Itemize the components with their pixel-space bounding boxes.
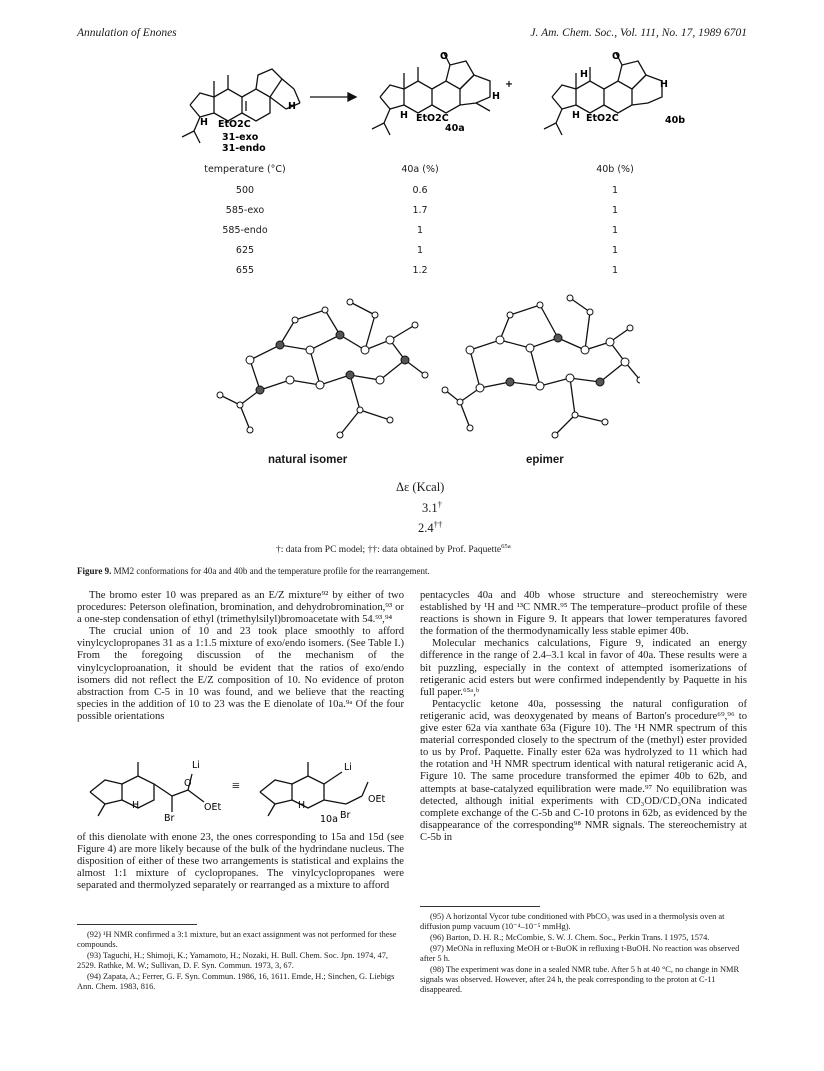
ketone-o-label: O (440, 51, 449, 62)
o-label: O (184, 778, 192, 789)
paragraph: pentacycles 40a and 40b whose structure and stereochemistry were established by ¹H and ¹³C NMR.⁹⁵ The temperature–product profile of these reactions is shown in Figure 9. It appears that lower temperatures favored the formation of the thermodynamically less stable epimer 40b. (420, 590, 747, 638)
epimer-model (442, 295, 640, 438)
footnote: (94) Zapata, A.; Ferrer, G. F. Syn. Commun. 1986, 16, 1611. Emde, H.; Sinchen, G. Liebigs Ann. Chem. 1983, 816. (77, 972, 395, 991)
footnote-rule (420, 906, 540, 907)
label-40a: 40a (445, 123, 465, 134)
figure-caption: Figure 9. MM2 conformations for 40a and 40b and the temperature profile for the rearrangement. (77, 566, 430, 576)
header-temperature: temperature (°C) (204, 164, 286, 175)
label-10a: 10a (320, 814, 338, 822)
h-label: H (660, 79, 668, 90)
energy-label: Δε (Kcal) (396, 480, 445, 494)
energy-value-1: 3.1† (422, 498, 442, 515)
equivalence-sign: ≡ (232, 779, 240, 794)
paragraph: of this dienolate with enone 23, the ones corresponding to 15a and 15d (see Figure 4) are more likely because of the bulk of the hydrindane nucleus. The disposition of either of these two arrangements is statistical and explains the almost 1:1 mixture of cyclopropanes. The vinylcyclopropanes were separated and thermolyzed separately or rearranged as a mixture to afford (77, 832, 404, 892)
running-header-left: Annulation of Enones (77, 27, 177, 39)
dienolate-scheme (80, 752, 400, 822)
footnote: (95) A horizontal Vycor tube conditioned with PbCO₃ was used in a thermolysis oven at diffusion pump vacuum (10⁻⁴–10⁻⁵ mmHg). (420, 912, 725, 931)
natural-isomer-model (217, 299, 428, 438)
running-header-right: J. Am. Chem. Soc., Vol. 111, No. 17, 1989 6701 (530, 27, 747, 39)
oet-label: OEt (204, 802, 222, 813)
dienolate-left (90, 762, 204, 816)
br-label: Br (340, 810, 351, 821)
h-label: H (200, 117, 208, 128)
h-label: H (492, 91, 500, 102)
left-column-lower (77, 832, 404, 892)
energy-footnote: †: data from PC model; ††: data obtained by Prof. Paquette$^{65a}$ (276, 542, 511, 555)
footnote: (93) Taguchi, H.; Shimoji, K.; Yamamoto, H.; Nozaki, H. Bull. Chem. Soc. Jpn. 1974, 47, 2529. Rathke, M. W.; Sullivan, D. F. Syn. Commun. 1973, 3, 67. (77, 951, 388, 970)
label-31-endo: 31-endo (222, 143, 266, 154)
paragraph: The crucial union of 10 and 23 took place smoothly to afford vinylcyclopropanes 31 as a 1:1.5 mixture of exo/endo isomers. (See Table I.) From the foregoing discussion of the mechanism of the vinylcycloproanation, it should be evident that the ratios of exo/endo isomers did not reflect the E/Z composition of 10. No evidence of proton abstraction from C-5 in 10 was found, and we believe that the reacting species in the addition of 10 to 23 was the E dienolate of 10a.⁹ᵃ Of the four possible orientations (77, 626, 404, 722)
li-label: Li (192, 760, 200, 771)
ketone-o-label: O (612, 51, 621, 62)
label-40b: 40b (665, 115, 686, 126)
paragraph: Molecular mechanics calculations, Figure 9, indicated an energy difference in the range of 2.4–3.1 kcal in favor of 40a. These results were a bit puzzling, especially in the context of attempted isomerizations of retigeranic acid esters but were confirmed independently by Paquette in his full paper.⁶⁵ᵃ,ᵇ (420, 638, 747, 698)
h-label: H (298, 800, 306, 811)
br-label: Br (164, 813, 175, 822)
h-label: H (400, 110, 408, 121)
conformer-drawings (200, 290, 640, 450)
footnote: (97) MeONa in refluxing MeOH or t-BuOK in refluxing t-BuOH. No reaction was observed after 5 h. (420, 944, 740, 963)
h-label: H (132, 800, 140, 811)
footnote-rule (77, 924, 197, 925)
h-label: H (572, 110, 580, 121)
left-column-upper (77, 590, 404, 723)
energy-value-2: 2.4†† (418, 518, 443, 535)
header-40a: 40a (%) (401, 164, 439, 175)
footnote: (92) ¹H NMR confirmed a 3:1 mixture, but an exact assignment was not performed for these compounds. (77, 930, 397, 949)
footnotes-right (420, 912, 747, 996)
right-column (420, 590, 747, 844)
ester-label: EtO2C (218, 119, 251, 130)
footnote: (98) The experiment was done in a sealed NMR tube. After 5 h at 40 °C, no change in NMR signals was observed. However, after 24 h, the peak corresponding to the proton at C-11 disappeared. (420, 965, 740, 994)
ester-label: EtO2C (416, 113, 449, 124)
footnotes-left (77, 930, 404, 993)
paragraph: The bromo ester 10 was prepared as an E/Z mixture⁹² by either of two procedures: Peterson olefination, bromination, and dehydrobromination,⁹³ or a one-step condensation of ethyl (trimethylsilyl)bromoacetate with 54.⁹³,⁹⁴ (77, 590, 404, 626)
label-31-exo: 31-exo (222, 132, 259, 143)
footnote: (96) Barton, D. H. R.; McCombie, S. W. J. Chem. Soc., Perkin Trans. I 1975, 1574. (430, 933, 710, 942)
epimer-label: epimer (526, 454, 564, 466)
natural-isomer-label: natural isomer (268, 454, 348, 466)
plus-sign: + (505, 79, 513, 90)
h-label: H (580, 69, 588, 80)
ester-label: EtO2C (586, 113, 619, 124)
reaction-scheme (160, 45, 720, 155)
oet-label: OEt (368, 794, 386, 805)
h-label: H (288, 101, 296, 112)
header-40b: 40b (%) (596, 164, 634, 175)
paragraph: Pentacyclic ketone 40a, possessing the natural configuration of retigeranic acid, was deoxygenated by means of Barton's procedure⁶⁹,⁹⁶ to give ester 62a via xanthate 63a (Figure 10). The ¹H NMR spectrum of this material corresponded closely to the spectrum of the (methyl) ester provided to us by Prof. Paquette. Finally ester 62a was hydrolyzed to 11 which had the rotation and ¹H NMR spectrum identical with natural retigeranic acid A, Figure 10. The same procedure transformed the epimer 40b to 62b, and attempts at base-catalyzed equilibration were made.⁹⁷ No equilibration was detected, although initial experiments with CD₃OD/CD₃ONa indicated complete exchange of the C-5b and C-10 protons in 62b, as evidenced by the disappearance of the corresponding⁹⁸ NMR signals. The stereochemistry at C-5b in (420, 698, 747, 843)
li-label: Li (344, 762, 352, 773)
